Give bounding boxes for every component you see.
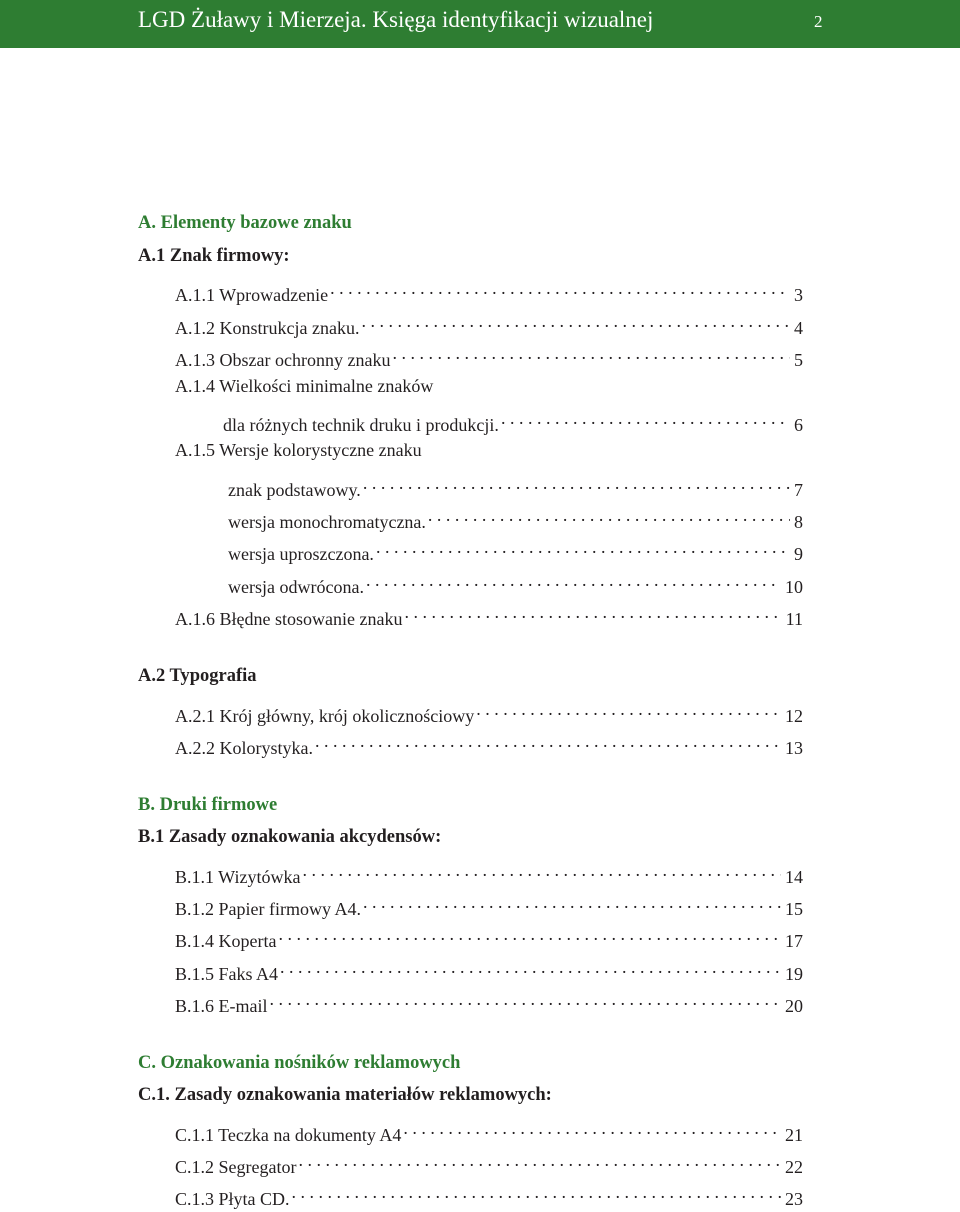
dot-leader [376, 534, 790, 560]
toc-entry-a1-3[interactable] [175, 340, 803, 370]
section-b-title: B. Druki firmowe [138, 795, 278, 815]
dot-leader [363, 470, 790, 496]
toc-entry-label: wersja odwrócona. [228, 577, 364, 597]
toc-entry-page: 15 [785, 899, 803, 919]
toc-entry-page: 10 [785, 577, 803, 597]
toc-entry-a1-5c[interactable] [228, 534, 803, 564]
section-a-title: A. Elementy bazowe znaku [138, 213, 352, 233]
toc-entry-a1-6[interactable] [175, 599, 803, 629]
toc-entry-page: 12 [785, 706, 803, 726]
dot-leader [366, 567, 781, 593]
toc-entry-page: 3 [794, 285, 803, 305]
toc-entry-b1-5[interactable] [175, 954, 803, 984]
dot-leader [428, 502, 790, 528]
toc-entry-b1-1[interactable] [175, 857, 803, 887]
toc-entry-a2-2[interactable] [175, 728, 803, 758]
toc-entry-page: 14 [785, 867, 803, 887]
toc-entry-a1-5-heading: A.1.5 Wersje kolorystyczne znaku [175, 440, 422, 460]
toc-entry-page: 6 [794, 415, 803, 435]
toc-entry-label: A.2.2 Kolorystyka. [175, 738, 313, 758]
toc-entry-label: B.1.2 Papier firmowy A4. [175, 899, 361, 919]
toc-entry-page: 13 [785, 738, 803, 758]
subsection-a2-title: A.2 Typografia [138, 666, 257, 686]
toc-entry-a1-2[interactable] [175, 308, 803, 338]
toc-entry-a1-5d[interactable] [228, 567, 803, 597]
toc-entry-label: A.1.6 Błędne stosowanie znaku [175, 609, 403, 629]
subsection-c1-title: C.1. Zasady oznakowania materiałów reklamowych: [138, 1085, 552, 1105]
toc-entry-label: B.1.1 Wizytówka [175, 867, 301, 887]
dot-leader [280, 954, 781, 980]
toc-entry-a1-4-heading: A.1.4 Wielkości minimalne znaków [175, 376, 434, 396]
toc-entry-label: B.1.4 Koperta [175, 931, 277, 951]
dot-leader [476, 696, 781, 722]
dot-leader [302, 857, 781, 883]
toc-entry-label: A.2.1 Krój główny, krój okolicznościowy [175, 706, 475, 726]
dot-leader [361, 308, 790, 334]
section-c-title: C. Oznakowania nośników reklamowych [138, 1053, 461, 1073]
toc-entry-label: C.1.2 Segregator [175, 1157, 297, 1177]
toc-entry-page: 4 [794, 318, 803, 338]
toc-entry-c1-2[interactable] [175, 1147, 803, 1177]
dot-leader [403, 1115, 781, 1141]
toc-entry-label: A.1.3 Obszar ochronny znaku [175, 350, 391, 370]
toc-entry-a1-5a[interactable] [228, 470, 803, 500]
toc-entry-page: 22 [785, 1157, 803, 1177]
dot-leader [278, 921, 781, 947]
page-number: 2 [814, 12, 823, 31]
toc-entry-label: wersja uproszczona. [228, 544, 374, 564]
toc-entry-c1-3[interactable] [175, 1179, 803, 1209]
dot-leader [404, 599, 781, 625]
toc-entry-label: B.1.6 E-mail [175, 996, 268, 1016]
toc-entry-label: B.1.5 Faks A4 [175, 964, 279, 984]
toc-entry-page: 20 [785, 996, 803, 1016]
dot-leader [315, 728, 781, 754]
toc-entry-label: A.1.2 Konstrukcja znaku. [175, 318, 360, 338]
toc-entry-page: 9 [794, 544, 803, 564]
toc-entry-label: A.1.1 Wprowadzenie [175, 285, 329, 305]
subsection-a1-title: A.1 Znak firmowy: [138, 246, 290, 266]
toc-entry-page: 7 [794, 480, 803, 500]
toc-entry-page: 17 [785, 931, 803, 951]
dot-leader [330, 275, 790, 301]
toc-entry-c1-1[interactable] [175, 1115, 803, 1145]
toc-entry-label: C.1.1 Teczka na dokumenty A4 [175, 1125, 402, 1145]
document-title: LGD Żuławy i Mierzeja. Księga identyfikacji wizualnej [138, 7, 654, 32]
toc-entry-a1-5b[interactable] [228, 502, 803, 532]
toc-entry-b1-2[interactable] [175, 889, 803, 919]
dot-leader [270, 986, 782, 1012]
toc-entry-page: 23 [785, 1189, 803, 1209]
dot-leader [363, 889, 781, 915]
dot-leader [298, 1147, 781, 1173]
toc-entry-page: 8 [794, 512, 803, 532]
subsection-b1-title: B.1 Zasady oznakowania akcydensów: [138, 827, 442, 847]
toc-entry-a1-4[interactable] [223, 405, 803, 435]
toc-entry-b1-6[interactable] [175, 986, 803, 1016]
dot-leader [292, 1179, 781, 1205]
toc-entry-label: C.1.3 Płyta CD. [175, 1189, 290, 1209]
dot-leader [392, 340, 790, 366]
toc-entry-b1-4[interactable] [175, 921, 803, 951]
toc-entry-a2-1[interactable] [175, 696, 803, 726]
toc-entry-label: wersja monochromatyczna. [228, 512, 426, 532]
toc-entry-page: 21 [785, 1125, 803, 1145]
toc-entry-a1-1[interactable] [175, 275, 803, 305]
toc-entry-page: 5 [794, 350, 803, 370]
toc-entry-page: 19 [785, 964, 803, 984]
toc-entry-page: 11 [785, 609, 803, 629]
dot-leader [501, 405, 790, 431]
toc-entry-label: dla różnych technik druku i produkcji. [223, 415, 499, 435]
toc-entry-label: znak podstawowy. [228, 480, 361, 500]
